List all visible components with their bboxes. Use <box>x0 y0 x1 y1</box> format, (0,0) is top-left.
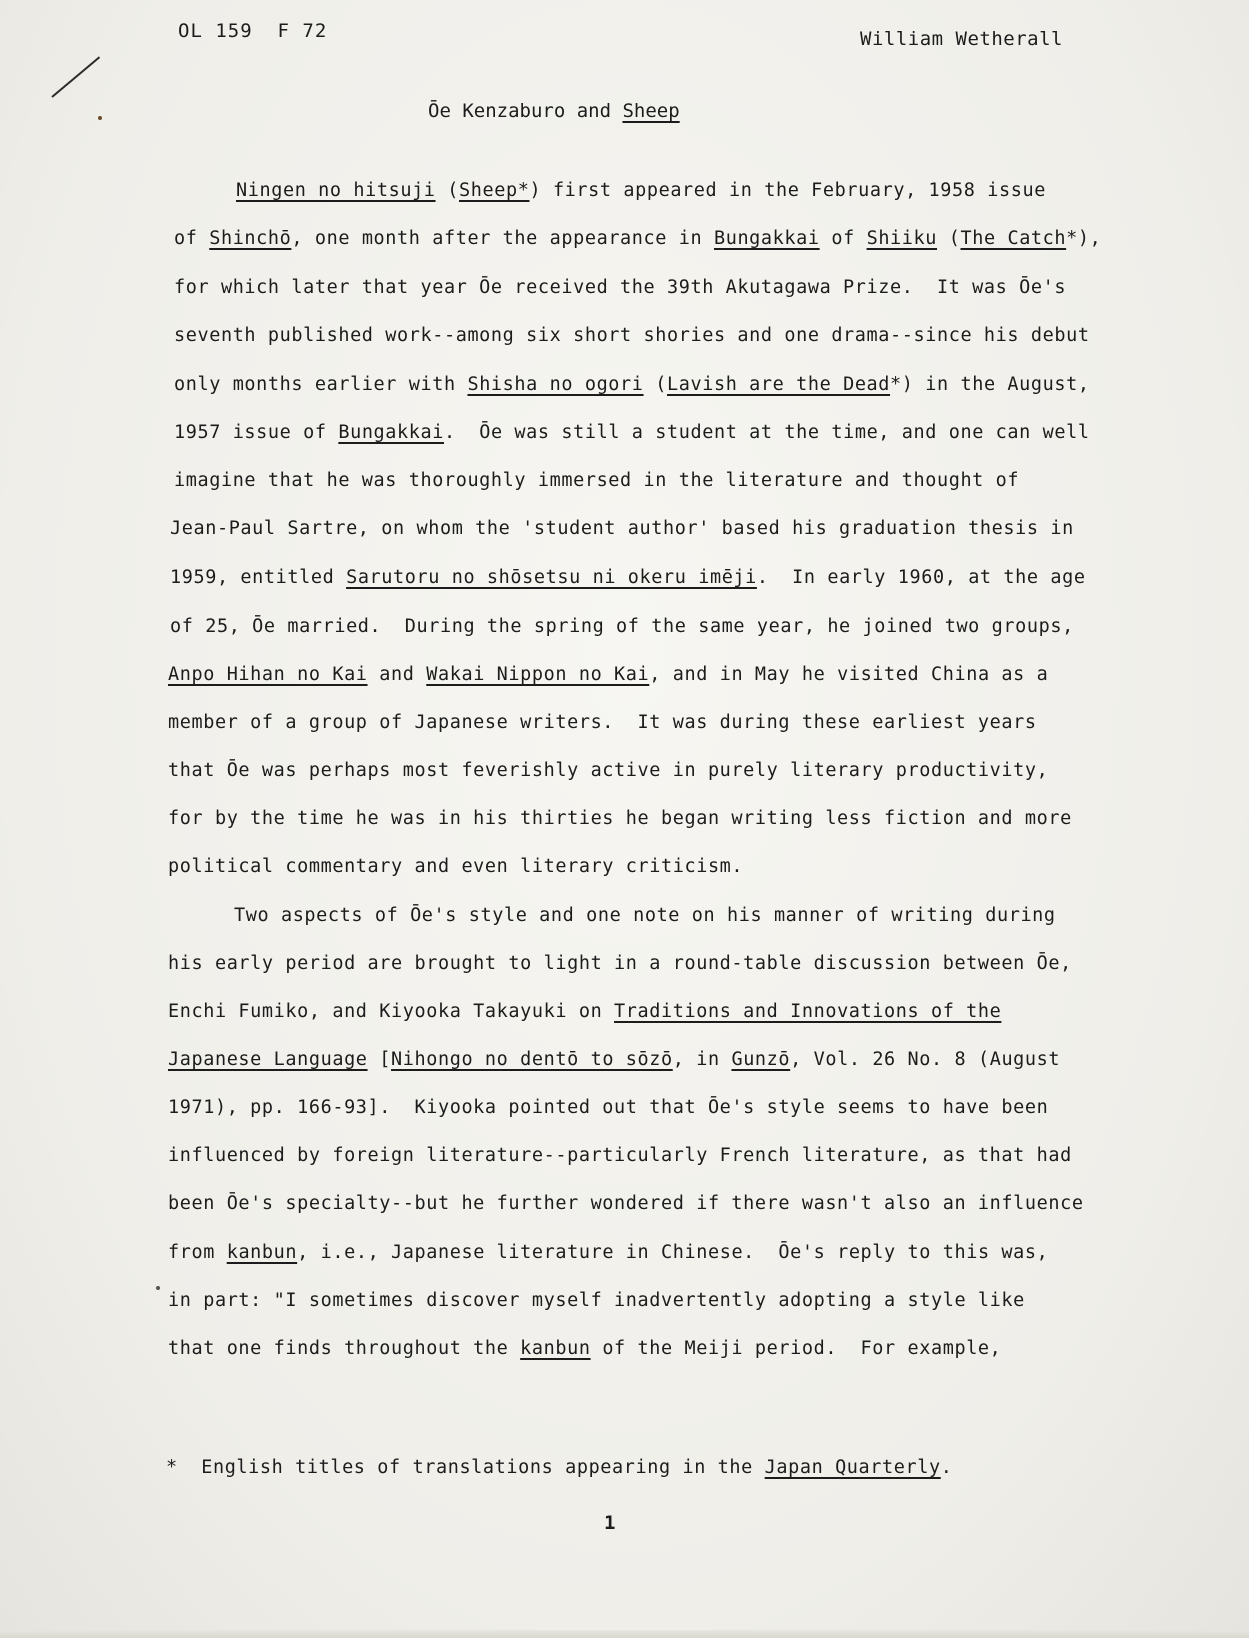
pen-mark <box>51 56 100 97</box>
text-run: , i.e., Japanese literature in Chinese. Ōe's reply to this was, <box>297 1242 1049 1263</box>
text-run: of <box>174 228 210 249</box>
underlined-title: Wakai Nippon no Kai <box>426 664 650 685</box>
text-line <box>168 1290 1025 1311</box>
underlined-title: Traditions and Innovations of the <box>614 1001 1002 1022</box>
text-line <box>168 953 1072 974</box>
underlined-title: The Catch <box>960 228 1067 249</box>
text-run: of <box>819 228 867 249</box>
text-line <box>168 856 743 877</box>
text-line <box>168 712 1037 733</box>
text-line <box>174 228 1101 249</box>
text-run: and <box>367 664 427 685</box>
text-run: *) in the August, <box>890 374 1090 395</box>
text-line <box>168 1338 1001 1359</box>
text-line <box>174 325 1090 346</box>
underlined-title: Sheep* <box>459 180 530 201</box>
underlined-title: Anpo Hihan no Kai <box>168 664 368 685</box>
underlined-title: Sarutoru no shōsetsu ni okeru imēji <box>346 567 757 588</box>
text-line <box>168 1193 1084 1214</box>
underlined-title: Shisha no ogori <box>467 374 644 395</box>
text-run: Jean-Paul Sartre, on whom the 'student author' based his graduation thesis in <box>170 518 1074 539</box>
text-run: ) first appeared in the February, 1958 issue <box>529 180 1046 201</box>
underlined-title: Bungakkai <box>338 422 444 443</box>
text-line <box>174 470 1019 491</box>
text-run: in part: "I sometimes discover myself inadvertently adopting a style like <box>168 1290 1025 1311</box>
text-run: [ <box>367 1049 392 1070</box>
text-line <box>168 1097 1048 1118</box>
text-run: . <box>940 1457 953 1478</box>
catalog-reference: OL 159 F 72 <box>178 20 328 42</box>
underlined-title: Japan Quarterly <box>764 1457 941 1478</box>
text-line <box>170 616 1074 637</box>
text-run: ( <box>937 228 961 249</box>
text-line <box>168 1001 1001 1022</box>
text-line <box>236 180 1046 201</box>
ink-dot <box>156 1286 160 1290</box>
text-run: . Ōe was still a student at the time, and one can well <box>444 422 1090 443</box>
document-title <box>428 100 680 122</box>
text-run: *), <box>1066 228 1102 249</box>
scan-edge <box>0 1630 1249 1638</box>
text-run: for by the time he was in his thirties he began writing less fiction and more <box>168 808 1072 829</box>
text-run: 1957 issue of <box>174 422 339 443</box>
text-run: for which later that year Ōe received the 39th Akutagawa Prize. It was Ōe's <box>174 277 1067 298</box>
text-line <box>168 664 1048 685</box>
text-run: seventh published work--among six short shories and one drama--since his debut <box>174 325 1090 346</box>
text-run: influenced by foreign literature--particularly French literature, as that had <box>168 1145 1072 1166</box>
text-line <box>174 374 1090 395</box>
text-run: Enchi Fumiko, and Kiyooka Takayuki on <box>168 1001 615 1022</box>
text-run: * English titles of translations appearing in the <box>166 1457 765 1478</box>
author-name: William Wetherall <box>860 28 1063 50</box>
text-run: . In early 1960, at the age <box>756 567 1086 588</box>
text-run: , in <box>672 1049 732 1070</box>
text-run: from <box>168 1242 227 1263</box>
text-line <box>174 277 1066 298</box>
text-run: that one finds throughout the <box>168 1338 521 1359</box>
ink-dot <box>98 116 102 120</box>
text-line <box>168 1242 1048 1263</box>
underlined-title: Bungakkai <box>713 228 820 249</box>
text-run: his early period are brought to light in a round-table discussion between Ōe, <box>168 953 1072 974</box>
text-line <box>168 1145 1072 1166</box>
underlined-title: kanbun <box>520 1338 591 1359</box>
text-line <box>168 808 1072 829</box>
title-underlined: Sheep <box>622 100 680 122</box>
text-line <box>170 518 1074 539</box>
text-run: political commentary and even literary criticism. <box>168 856 744 877</box>
footnote <box>166 1457 952 1478</box>
text-run: ( <box>435 180 460 201</box>
text-run: member of a group of Japanese writers. It was during these earliest years <box>168 712 1037 733</box>
text-run: imagine that he was thoroughly immersed in the literature and thought of <box>174 470 1020 491</box>
underlined-title: Japanese Language <box>168 1049 368 1070</box>
text-line <box>168 1049 1060 1070</box>
text-run: 1971), pp. 166-93]. Kiyooka pointed out that Ōe's style seems to have been <box>168 1097 1049 1118</box>
underlined-title: Lavish are the Dead <box>667 374 891 395</box>
text-run: Two aspects of Ōe's style and one note on his manner of writing during <box>234 905 1056 926</box>
underlined-title: Ningen no hitsuji <box>236 180 436 201</box>
text-run: of 25, Ōe married. During the spring of the same year, he joined two groups, <box>170 616 1074 637</box>
text-line <box>234 905 1056 926</box>
text-run: 1959, entitled <box>170 567 347 588</box>
text-run: been Ōe's specialty--but he further wondered if there wasn't also an influence <box>168 1193 1084 1214</box>
text-run: that Ōe was perhaps most feverishly active in purely literary productivity, <box>168 760 1049 781</box>
underlined-title: Gunzō <box>731 1049 791 1070</box>
text-line <box>168 760 1048 781</box>
page-number: 1 <box>604 1512 616 1534</box>
underlined-title: kanbun <box>226 1242 298 1263</box>
underlined-title: Shiiku <box>866 228 938 249</box>
underlined-title: Nihongo no dentō to sōzō <box>391 1049 673 1070</box>
title-prefix: Ōe Kenzaburo and <box>428 100 623 122</box>
text-run: ( <box>643 374 668 395</box>
underlined-title: Shinchō <box>209 228 292 249</box>
text-run: of the Meiji period. For example, <box>590 1338 1002 1359</box>
text-run: , one month after the appearance in <box>291 228 714 249</box>
text-line <box>174 422 1090 443</box>
text-line <box>170 567 1086 588</box>
text-run: , Vol. 26 No. 8 (August <box>790 1049 1061 1070</box>
text-run: , and in May he visited China as a <box>649 664 1049 685</box>
text-run: only months earlier with <box>174 374 468 395</box>
